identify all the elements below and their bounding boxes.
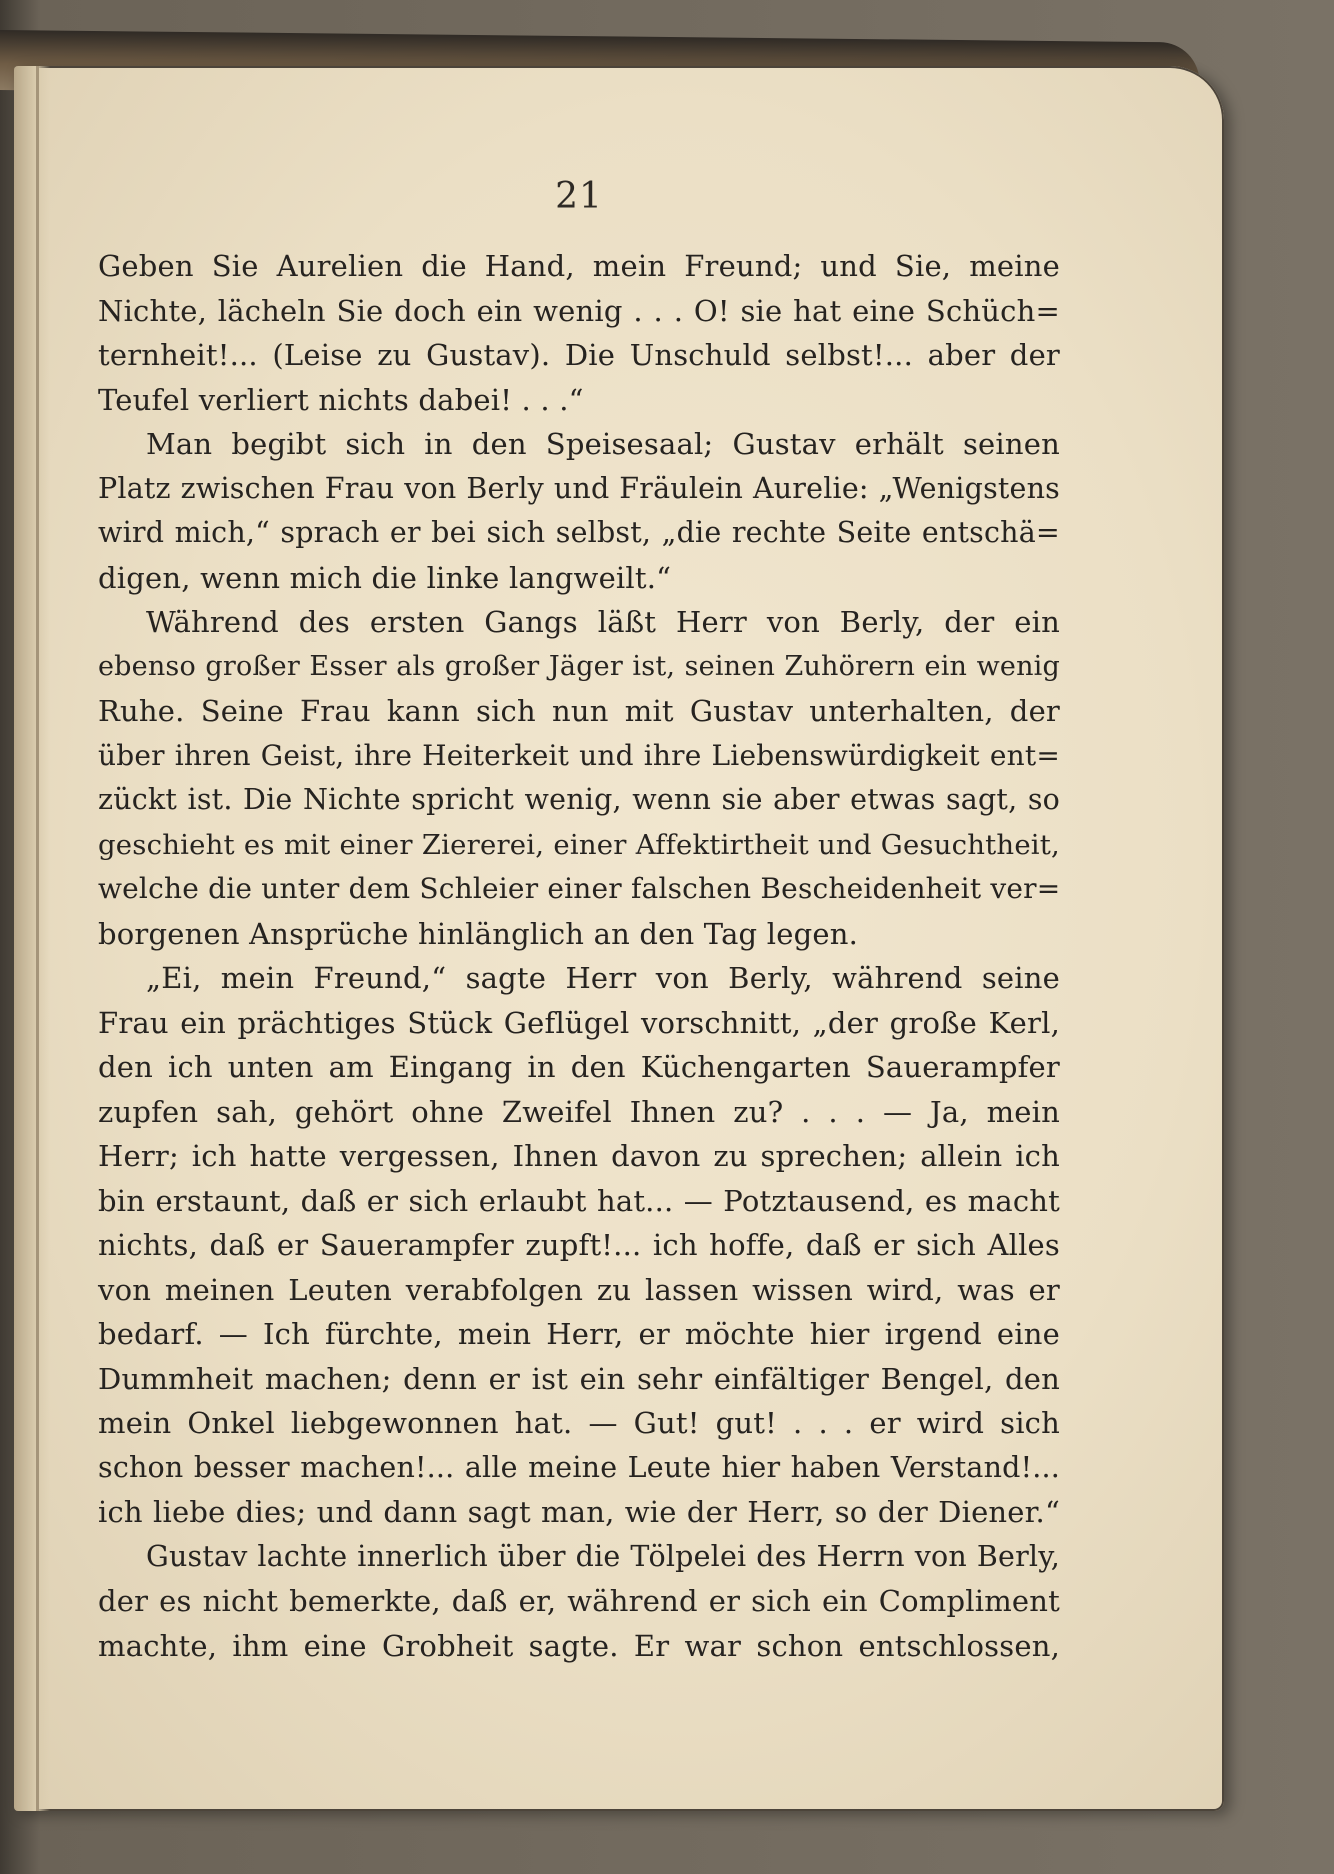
text-line: Während des ersten Gangs läßt Herr von Berly, der ein <box>146 605 1060 639</box>
text-line: Ruhe. Seine Frau kann sich nun mit Gustav unterhalten, der <box>98 694 1060 728</box>
text-line: machte, ihm eine Grobheit sagte. Er war schon entschlossen, <box>98 1628 1060 1663</box>
text-line: Man begibt sich in den Speisesaal; Gustav erhält seinen <box>146 427 1060 461</box>
text-line: bin erstaunt, daß er sich erlaubt hat... — Potztausend, es macht <box>98 1183 1060 1218</box>
page-number: 21 <box>555 176 603 217</box>
text-line: geschieht es mit einer Ziererei, einer Affektirtheit und Gesuchtheit, <box>98 828 1060 861</box>
book-page <box>14 66 1224 1811</box>
text-line: nichts, daß er Sauerampfer zupft!... ich hoffe, daß er sich Alles <box>98 1228 1060 1262</box>
text-line: Herr; ich hatte vergessen, Ihnen davon zu sprechen; allein ich <box>98 1139 1060 1173</box>
text-line: der es nicht bemerkte, daß er, während er sich ein Compliment <box>98 1584 1060 1618</box>
text-line: Frau ein prächtiges Stück Geflügel vorschnitt, „der große Kerl, <box>98 1005 1060 1040</box>
text-line: ich liebe dies; und dann sagt man, wie der Herr, so der Diener.“ <box>98 1495 1060 1529</box>
text-line: Geben Sie Aurelien die Hand, mein Freund; und Sie, meine <box>98 249 1060 283</box>
text-line: den ich unten am Eingang in den Küchengarten Sauerampfer <box>98 1050 1060 1084</box>
text-line: wird mich,“ sprach er bei sich selbst, „die rechte Seite entschä= <box>98 516 1060 549</box>
text-line: ternheit!... (Leise zu Gustav). Die Unschuld selbst!... aber der <box>98 338 1060 372</box>
text-line: von meinen Leuten verabfolgen zu lassen wissen wird, was er <box>98 1272 1060 1307</box>
text-line: welche die unter dem Schleier einer falschen Bescheidenheit ver= <box>98 872 1061 905</box>
text-line: zückt ist. Die Nichte spricht wenig, wenn sie aber etwas sagt, so <box>98 783 1060 816</box>
text-line: „Ei, mein Freund,“ sagte Herr von Berly, während seine <box>146 961 1060 995</box>
text-line: ebenso großer Esser als großer Jäger ist, seinen Zuhörern ein wenig <box>98 650 1060 682</box>
text-line: Dummheit machen; denn er ist ein sehr einfältiger Bengel, den <box>98 1361 1060 1396</box>
body-text <box>98 244 1060 1668</box>
text-line: Platz zwischen Frau von Berly und Fräulein Aurelie: „Wenigstens <box>98 471 1060 505</box>
text-line: borgenen Ansprüche hinlänglich an den Tag legen. <box>98 916 859 951</box>
text-line: bedarf. — Ich fürchte, mein Herr, er möchte hier irgend eine <box>98 1317 1060 1351</box>
page-gutter <box>14 66 50 1811</box>
text-line: digen, wenn mich die linke langweilt.“ <box>98 560 672 595</box>
text-line: zupfen sah, gehört ohne Zweifel Ihnen zu? . . . — Ja, mein <box>98 1094 1060 1129</box>
text-line: schon besser machen!... alle meine Leute hier haben Verstand!... <box>98 1450 1060 1484</box>
text-line: Teufel verliert nichts dabei! . . .“ <box>98 382 584 417</box>
text-line: Gustav lachte innerlich über die Tölpelei des Herrn von Berly, <box>146 1539 1060 1573</box>
text-line: Nichte, lächeln Sie doch ein wenig . . . O! sie hat eine Schüch= <box>98 293 1060 328</box>
text-line: mein Onkel liebgewonnen hat. — Gut! gut! . . . er wird sich <box>98 1406 1060 1440</box>
gutter-fold-line <box>36 66 39 1811</box>
text-line: über ihren Geist, ihre Heiterkeit und ihre Liebenswürdigkeit ent= <box>98 738 1060 772</box>
